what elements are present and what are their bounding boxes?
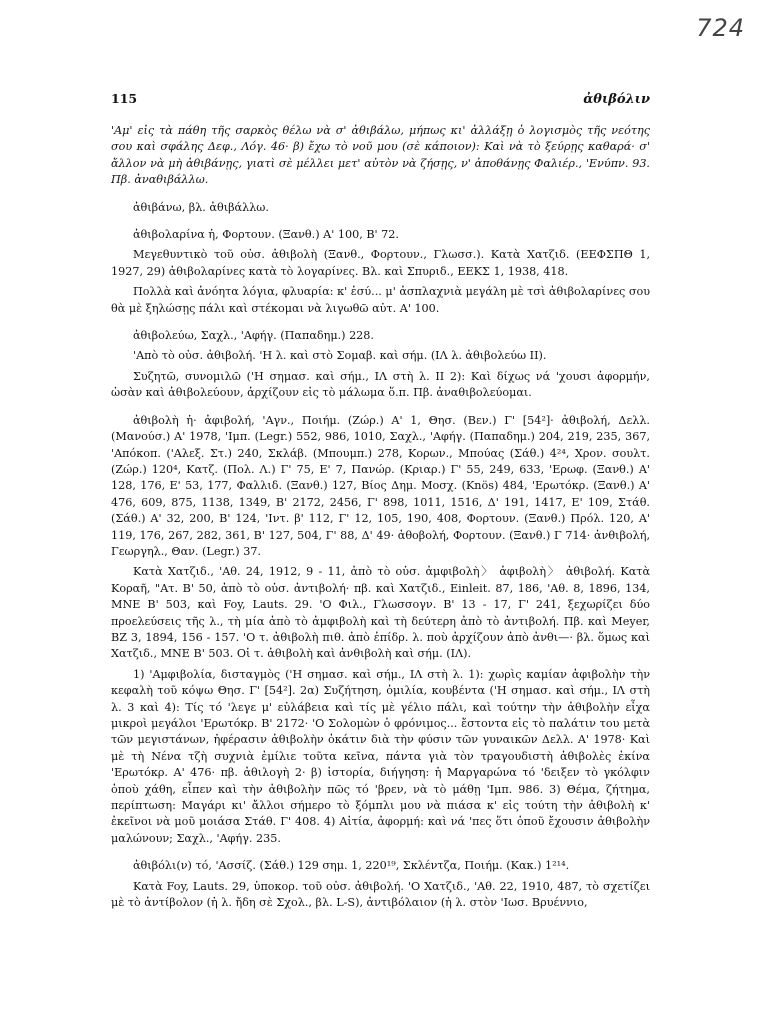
handwritten-page-number: 724 — [696, 14, 745, 42]
definition-athivolarina: Πολλὰ καὶ ἀνόητα λόγια, φλυαρία: κ' ἐσύ... μ' ἀσπλαχνιὰ μεγάλη μὲ τσὶ ἀθιβολαρίνες σου θὰ μὲ ξηλώσῃς πάλι καὶ στέκομαι νὰ λιγωθῶ αὐτ. Α' 100. — [111, 285, 650, 315]
page-header — [111, 91, 650, 107]
running-head: ἀθιβόλιν — [583, 92, 650, 107]
entry-athivolarina: ἀθιβολαρίνα ἡ, Φορτουν. (Ξανθ.) Α' 100, Β' 72. — [133, 228, 399, 242]
quotation-block: 'Αμ' εἰς τὰ πάθη τῆς σαρκὸς θέλω νὰ σ' ἀθιβάλω, μήπως κι' ἀλλάξῃ ὁ λογισμὸς τῆς νεότης σου καὶ σφάλης Δεφ., Λόγ. 46· β) ἔχω τὸ νοῦ μου (σὲ κάποιον): Καὶ νὰ τὸ ξεύρῃς καθαρά· σ' ἄλλον νὰ μὴ ἀθιβάνῃς, γιατὶ σὲ μέλλει μετ' αὐτὸν νὰ ζήσῃς, ν' ἀποθάνῃς Φαλιέρ., 'Ενύπν. 93. Πβ. ἀναθιβάλλω. — [111, 124, 650, 187]
etymology-athivolarina: Μεγεθυντικὸ τοῦ οὐσ. ἀθιβολὴ (Ξανθ., Φορτουν., Γλωσσ.). Κατὰ Χατζιδ. (ΕΕΦΣΠΘ 1, 1927, 29) ἀθιβολαρίνες κατὰ τὸ λογαρίνες. Βλ. καὶ Σπυριδ., ΕΕΚΣ 1, 1938, 418. — [111, 248, 650, 278]
entry-athivano: ἀθιβάνω, βλ. ἀθιβάλλω. — [133, 200, 269, 214]
folio-number: 115 — [111, 91, 138, 106]
definition-athivoleuo: Συζητῶ, συνομιλῶ ('Η σημασ. καὶ σήμ., ΙΛ στὴ λ. ΙΙ 2): Καὶ δίχως νά 'χουσι ἀφορμήν, ὡσὰν καὶ ἀθιβολεύουν, ἀρχίζουν εἰς τὸ μάλωμα ὅ.π. Πβ. ἀναθιβολεύομαι. — [111, 369, 650, 400]
entry-athivoleuo: ἀθιβολεύω, Σαχλ., 'Αφήγ. (Παπαδημ.) 228. — [133, 329, 374, 343]
etymology-athivoleuo: 'Απὸ τὸ οὐσ. ἀθιβολή. 'Η λ. καὶ στὸ Σομαβ. καὶ σήμ. (ΙΛ λ. ἀθιβολεύω ΙΙ). — [133, 349, 547, 363]
etymology-athivolin: Κατὰ Foy, Lauts. 29, ὑποκορ. τοῦ οὐσ. ἀθιβολή. 'Ο Χατζιδ., 'Αθ. 22, 1910, 487, τὸ σχετίζει μὲ τὸ ἀντίβολον (ἡ λ. ἤδη σὲ Σχολ., βλ. L-S), ἀντιβόλαιον (ἡ λ. στὸν 'Ιωσ. Βρυέννιο, — [111, 879, 650, 910]
dictionary-text — [111, 123, 650, 915]
entry-athivolin: ἀθιβόλι(ν) τό, 'Ασσίζ. (Σάθ.) 129 σημ. 1, 220¹⁹, Σκλέντζα, Ποιήμ. (Κακ.) 1²¹⁴. — [133, 859, 570, 873]
definition-athivoli: 1) 'Αμφιβολία, δισταγμὸς ('Η σημασ. καὶ σήμ., ΙΛ στὴ λ. 1): χωρὶς καμίαν ἀφιβολὴν τὴν κεφαλὴ τοῦ κόψω Θησ. Γ' [54²]. 2α) Συζήτηση, ὁμιλία, κουβέντα ('Η σημασ. καὶ σήμ., ΙΛ στὴ λ. 3 καὶ 4): Τίς τό 'λεγε μ' εὐλάβεια καὶ τίς μὲ γέλιο πάλι, καὶ τούτην τὴν ἀθιβολὴν εἶχα μικροὶ μεγάλοι 'Ερωτόκρ. Β' 2172· 'Ο Σολομὼν ὁ φρόνιμος... ἔστοντα εἰς τὸ παλάτιν του μετὰ τῶν μεγιστάνων, ἠφέρασιν ἀθιβολὴν ὀκάτιν διὰ τὴν φύσιν τῶν γυναικῶν Δελλ. Α' 1978· Καὶ μὲ τὴ Νένα τζὴ συχνιὰ ἐμίλιε τοῦτα κεῖνα, πάντα γιὰ τὸν τραγουδιστὴ ἀθιβολὲς ἐκίνα 'Ερωτόκρ. Α' 476· πβ. ἀθιλογὴ 2· β) ἱστορία, διήγηση: ἡ Μαργαρώνα τό 'δειξεν τὸ γκόλφιν ὁποὺ χάθη, εἶπεν καὶ τὴν ἀθιβολὴν πῶς τό 'βρεν, νὰ τὸ μάθῃ 'Ιμπ. 986. 3) Θέμα, ζήτημα, περίπτωση: Μαγάρι κι' ἄλλοι σήμερο τὸ ξόμπλι μου νὰ πιάσα κ' εἰς τούτη τὴν ἀθιβολὴ κ' ἐκεῖνοι νὰ μοῦ μοιάσα Στάθ. Γ' 408. 4) Αἰτία, ἀφορμή: καὶ νά 'πες ὅτι ὁποῦ ἔχουσιν ἀθιβολὴν μαλώνουν; Σαχλ., 'Αφήγ. 235. — [111, 667, 650, 845]
entry-athivoli: ἀθιβολὴ ἡ· ἀφιβολή, 'Αγν., Ποιήμ. (Ζώρ.) Α' 1, Θησ. (Βεν.) Γ' [54²]· ἀθιβολή, Δελλ. (Μανούσ.) Α' 1978, 'Ιμπ. (Legr.) 552, 986, 1010, Σαχλ., 'Αφήγ. (Παπαδημ.) 204, 219, 235, 367, 'Απόκοπ. ('Αλεξ. Στ.) 240, Σκλάβ. (Μπουμπ.) 278, Κορων., Μπούας (Σάθ.) 4²⁴, Χρον. σουλτ. (Ζώρ.) 120⁴, Κατζ. (Πολ. Λ.) Γ' 75, Ε' 7, Πανώρ. (Κριαρ.) Γ' 55, 249, 633, 'Ερωφ. (Ξανθ.) Α' 128, 176, Ε' 53, 177, Φαλλιδ. (Ξανθ.) 127, Βίος Δημ. Μοσχ. (Knös) 484, 'Ερωτόκρ. (Ξανθ.) Α' 476, 609, 875, 1138, 1349, Β' 2172, 2456, Γ' 898, 1011, 1516, Δ' 191, 1417, Ε' 109, Στάθ. (Σάθ.) Α' 32, 200, Β' 124, 'Ιντ. β' 112, Γ' 12, 105, 190, 408, Φορτουν. (Ξανθ.) Πρόλ. 120, Α' 119, 176, 267, 282, 361, Β' 127, 504, Γ' 88, Δ' 49· ἀθοβολή, Φορτουν. (Ξανθ.) Γ 714· ἀνθιβολή, Γεωργηλ., Θαν. (Legr.) 37. — [111, 413, 650, 558]
etymology-athivoli: Κατὰ Χατζιδ., 'Αθ. 24, 1912, 9 - 11, ἀπὸ τὸ οὐσ. ἀμφιβολὴ〉 ἀφιβολὴ〉 ἀθιβολή. Κατὰ Κοραῆ, "Ατ. Β' 50, ἀπὸ τὸ οὐσ. ἀντιβολή· πβ. καὶ Χατζιδ., Einleit. 87, 186, 'Αθ. 8, 1896, 134, ΜΝΕ Β' 503, καὶ Foy, Lauts. 29. 'Ο Φιλ., Γλωσσογν. Β' 13 - 17, Γ' 241, ξεχωρίζει δύο προελεύσεις τῆς λ., τὴ μία ἀπὸ τὸ ἀμφιβολὴ καὶ τὴ δεύτερη ἀπὸ τὸ ἀντιβολή. Πβ. καὶ Meyer, BZ 3, 1894, 156 - 157. 'Ο τ. ἀθιβολὴ πιθ. ἀπὸ ἐπίδρ. λ. ποὺ ἀρχίζουν ἀπὸ ἀνθι—· βλ. ὅμως καὶ Χατζιδ., ΜΝΕ Β' 503. Οἱ τ. ἀθιβολὴ καὶ ἀνθιβολὴ καὶ σήμ. (ΙΛ). — [111, 565, 650, 661]
